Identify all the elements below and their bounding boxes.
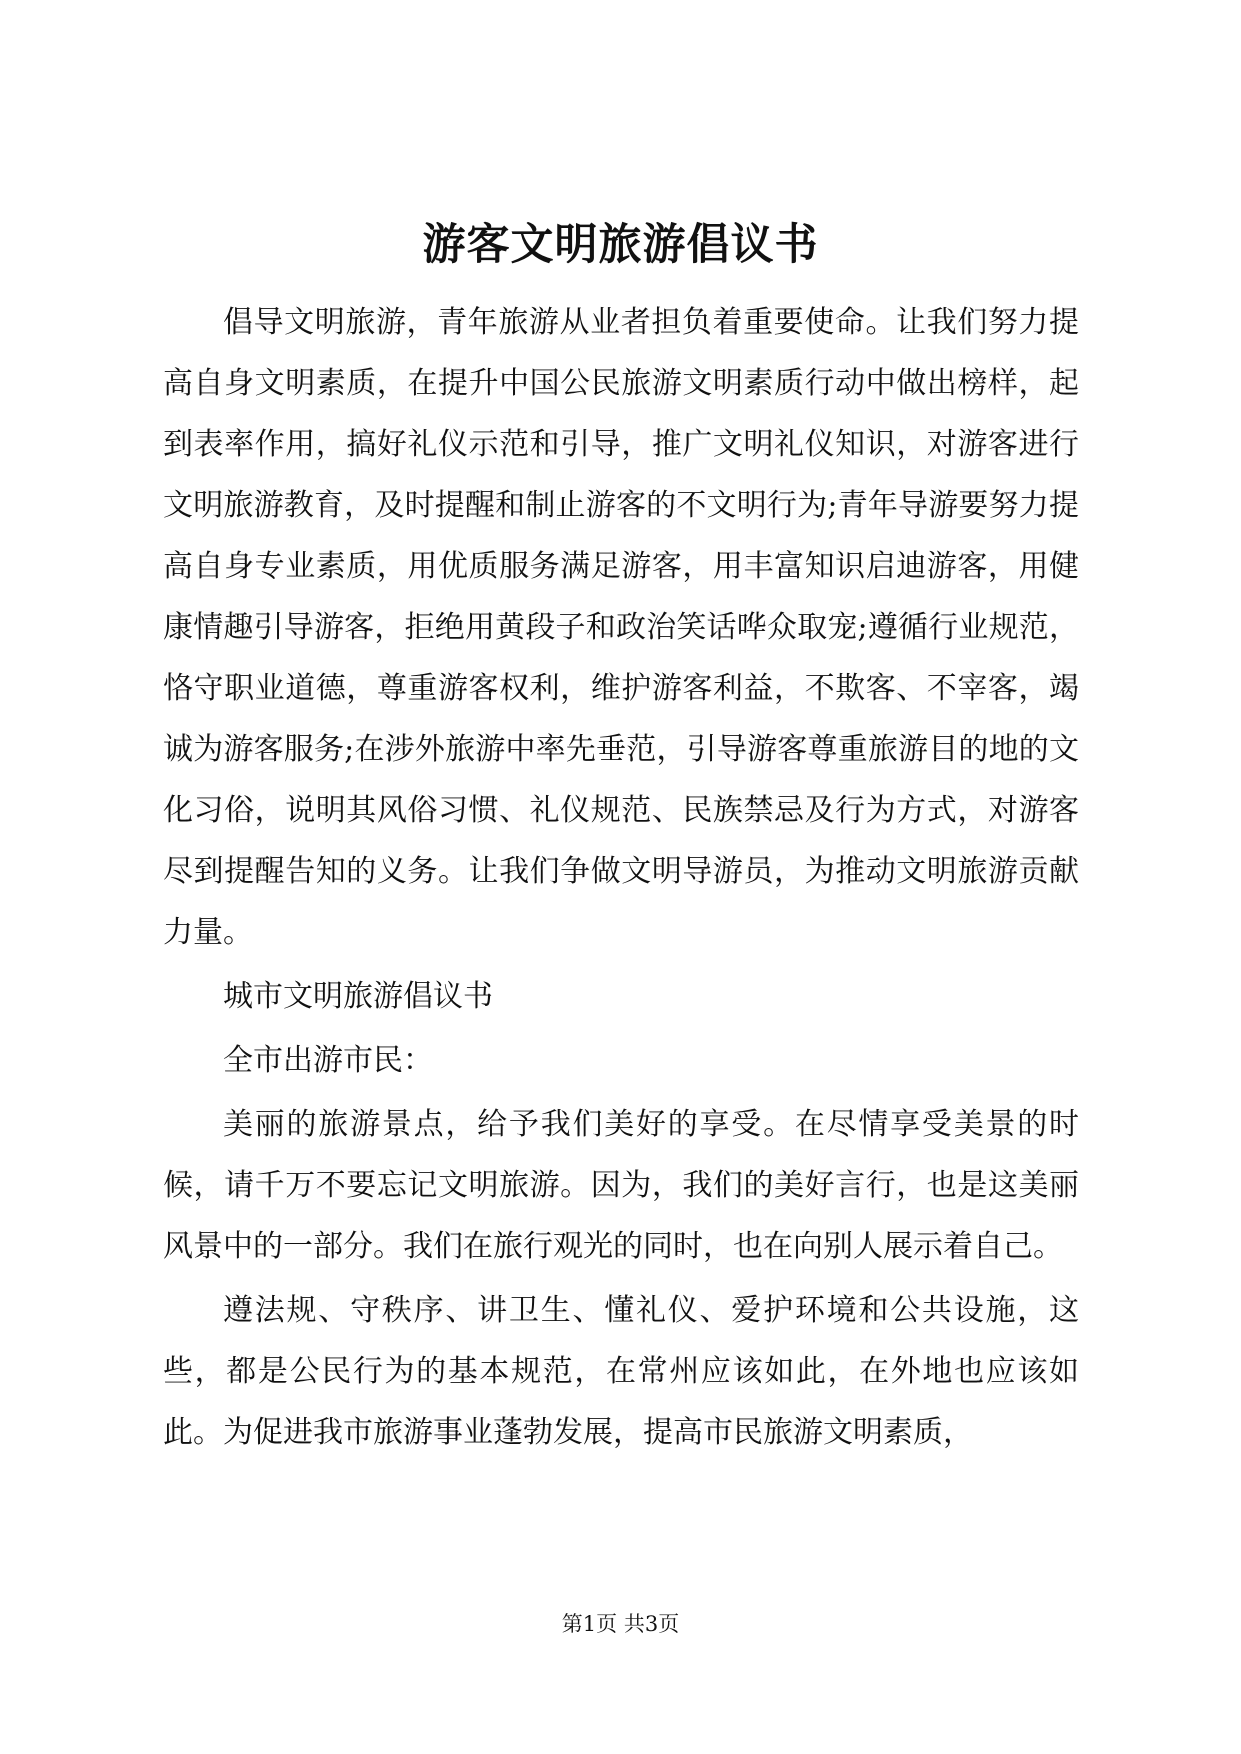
paragraph-norms: 遵法规、守秩序、讲卫生、懂礼仪、爱护环境和公共设施，这些，都是公民行为的基本规范，在常州应该如此，在外地也应该如此。为促进我市旅游事业蓬勃发展，提高市民旅游文明素质， (163, 1293, 1079, 1450)
paragraph-scenery: 美丽的旅游景点，给予我们美好的享受。在尽情享受美景的时候，请千万不要忘记文明旅游。因为，我们的美好言行，也是这美丽风景中的一部分。我们在旅行观光的同时，也在向别人展示着自己。 (163, 1107, 1079, 1264)
document-body (163, 292, 1079, 1466)
document-title: 游客文明旅游倡议书 (422, 220, 819, 270)
paragraph-salutation: 全市出游市民： (223, 1043, 433, 1078)
paragraph-section-heading: 城市文明旅游倡议书 (223, 979, 493, 1014)
page-footer: 第1页 共3页 (561, 1612, 680, 1636)
paragraph-guide-initiative: 倡导文明旅游，青年旅游从业者担负着重要使命。让我们努力提高自身文明素质，在提升中国公民旅游文明素质行动中做出榜样，起到表率作用，搞好礼仪示范和引导，推广文明礼仪知识，对游客进行文明旅游教育，及时提醒和制止游客的不文明行为;青年导游要努力提高自身专业素质，用优质服务满足游客，用丰富知识启迪游客，用健康情趣引导游客，拒绝用黄段子和政治笑话哗众取宠;遵循行业规范，恪守职业道德，尊重游客权利，维护游客利益，不欺客、不宰客，竭诚为游客服务;在涉外旅游中率先垂范，引导游客尊重旅游目的地的文化习俗，说明其风俗习惯、礼仪规范、民族禁忌及行为方式，对游客尽到提醒告知的义务。让我们争做文明导游员，为推动文明旅游贡献力量。 (163, 305, 1079, 950)
